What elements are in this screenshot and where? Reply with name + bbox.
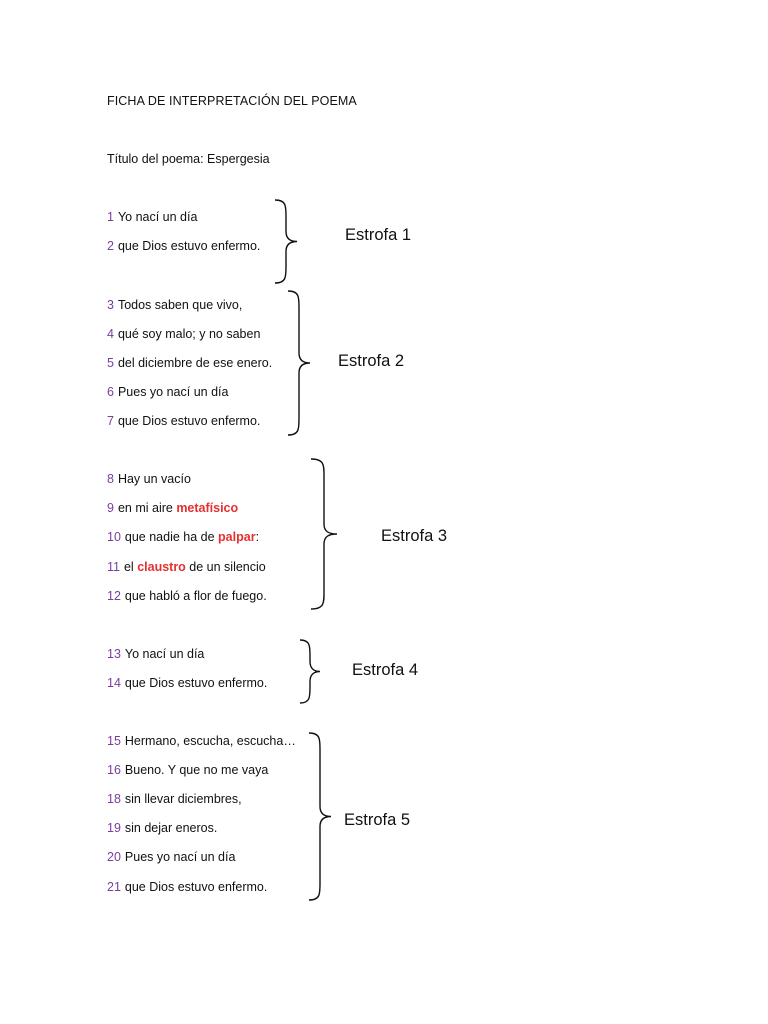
line-number: 14 (107, 676, 121, 690)
poem-line (107, 849, 235, 865)
line-text: del diciembre de ese enero. (117, 356, 273, 370)
line-number: 20 (107, 850, 121, 864)
line-number: 15 (107, 734, 121, 748)
line-text: en mi aire (117, 501, 177, 515)
poem-line (107, 238, 260, 254)
poem-line (107, 209, 197, 225)
curly-brace-icon (275, 200, 297, 283)
line-text: qué soy malo; y no saben (117, 327, 261, 341)
line-number: 3 (107, 298, 114, 312)
line-number: 12 (107, 589, 121, 603)
poem-line (107, 500, 238, 516)
line-text: que Dios estuvo enfermo. (124, 880, 268, 894)
poem-line (107, 733, 296, 749)
line-text: de un silencio (185, 560, 266, 574)
line-number: 4 (107, 327, 114, 341)
line-text: : (255, 530, 260, 544)
line-text: que Dios estuvo enfermo. (124, 676, 268, 690)
line-number: 13 (107, 647, 121, 661)
stanza-label: Estrofa 4 (352, 661, 419, 679)
curly-brace-icon (300, 640, 320, 703)
curly-brace-icon (288, 291, 310, 435)
line-text: Pues yo nací un día (124, 850, 236, 864)
line-text: sin dejar eneros. (124, 821, 218, 835)
document-heading: FICHA DE INTERPRETACIÓN DEL POEMA (107, 94, 357, 108)
line-number: 21 (107, 880, 121, 894)
line-number: 11 (107, 560, 120, 574)
stanza-label: Estrofa 2 (338, 352, 405, 370)
poem-line (107, 791, 242, 807)
stanza-label: Estrofa 3 (381, 527, 448, 545)
stanza-label: Estrofa 1 (345, 226, 412, 244)
line-number: 16 (107, 763, 121, 777)
line-number: 7 (107, 414, 114, 428)
poem-line (107, 326, 260, 342)
line-number: 18 (107, 792, 121, 806)
poem-line (107, 762, 268, 778)
poem-line (107, 879, 267, 895)
line-text: Hermano, escucha, escucha… (124, 734, 296, 748)
line-text: Todos saben que vivo, (117, 298, 243, 312)
poem-line (107, 384, 228, 400)
poem-line (107, 355, 272, 371)
highlighted-word: metafísico (176, 501, 239, 515)
poem-line (107, 588, 267, 604)
line-number: 19 (107, 821, 121, 835)
line-text: que Dios estuvo enfermo. (117, 239, 261, 253)
line-text: que Dios estuvo enfermo. (117, 414, 261, 428)
poem-line (107, 413, 260, 429)
line-number: 9 (107, 501, 114, 515)
poem-line (107, 471, 191, 487)
poem-line (107, 529, 259, 545)
line-text: Bueno. Y que no me vaya (124, 763, 269, 777)
line-number: 10 (107, 530, 121, 544)
line-number: 6 (107, 385, 114, 399)
poem-line (107, 820, 217, 836)
curly-brace-icon (311, 459, 337, 609)
line-text: sin llevar diciembres, (124, 792, 242, 806)
poem-line (107, 297, 242, 313)
highlighted-word: palpar (218, 530, 256, 544)
highlighted-word: claustro (137, 560, 186, 574)
line-text: Yo nací un día (124, 647, 205, 661)
line-number: 1 (107, 210, 114, 224)
line-text: que nadie ha de (124, 530, 219, 544)
line-text: Hay un vacío (117, 472, 191, 486)
poem-line (107, 559, 266, 575)
line-text: el (123, 560, 138, 574)
poem-title: Título del poema: Espergesia (107, 152, 270, 166)
line-text: Yo nací un día (117, 210, 198, 224)
curly-brace-icon (309, 733, 331, 900)
poem-line (107, 646, 204, 662)
line-number: 8 (107, 472, 114, 486)
line-number: 5 (107, 356, 114, 370)
stanza-label: Estrofa 5 (344, 811, 411, 829)
line-number: 2 (107, 239, 114, 253)
line-text: Pues yo nací un día (117, 385, 229, 399)
line-text: que habló a flor de fuego. (124, 589, 267, 603)
poem-line (107, 675, 267, 691)
